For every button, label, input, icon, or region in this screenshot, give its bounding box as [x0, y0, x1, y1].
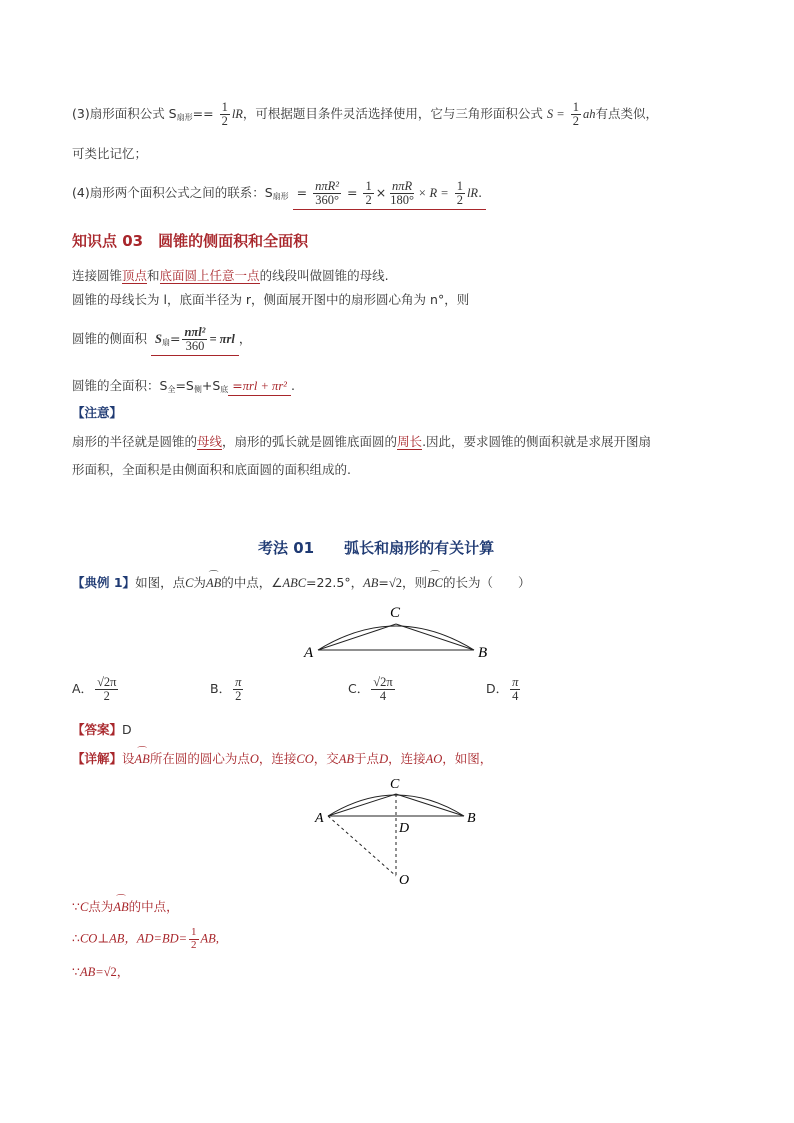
option-c[interactable]: C． $\frac{√2\pi}{4}$	[348, 675, 393, 704]
label-d-2: D	[399, 821, 410, 836]
kp03-line2: 圆锥的母线长为 l，底面半径为 r，侧面展开图中的扇形圆心角为 n°，则	[72, 292, 470, 307]
item4-formula: = $\frac{\text{nπR²}}{360^\circ}$ = $\frac{1}{2}$ × $\frac{\text{nπR}}{180^\circ}$ × R = $\frac{1}{2}$ lR.	[293, 180, 486, 210]
detail-line: 【详解】设⌒ AB所在圆的圆心为点O，连接CO，交AB于点D，连接AO，如图，	[72, 749, 492, 767]
segment-cb	[396, 624, 474, 650]
option-d[interactable]: D． $\frac{\pi}{4}$	[486, 675, 519, 704]
item3-line2: 可类比记忆；	[72, 146, 148, 161]
answer-line: 【答案】D	[72, 722, 132, 737]
label-a-2: A	[315, 811, 324, 826]
segment-ao-dashed	[328, 816, 396, 876]
fraction-half: $\frac{1}{2}$	[221, 100, 228, 129]
item3-line1: (3)扇形面积公式 $S_{扇形}==$ $\frac{1}{2}$ lR，可根据题目条件灵活选择使用，它与三角形面积公式 S = $\frac{1}{2}$ ah有点类似，	[72, 100, 658, 129]
label-c-2: C	[390, 777, 400, 792]
note-line1: 扇形的半径就是圆锥的母线，扇形的弧长就是圆锥底面圆的周长.因此，要求圆锥的侧面积就是求展开图扇	[72, 434, 652, 449]
label-o-2: O	[399, 873, 410, 888]
label-b-2: B	[467, 811, 476, 826]
label-c: C	[390, 605, 401, 621]
kp03-total: 圆锥的全面积：$S_全=S_侧+S_底 =\pi rl + \pi r^2$ .	[72, 378, 295, 394]
item4-line: (4)扇形两个面积公式之间的联系：$S_{扇形}$ = $\frac{\text{nπR²}}{360^\circ}$ = $\frac{1}{2}$ × $\frac{\text{nπR}}{180^\circ}$ × R = $\frac{1}{2}$ lR.	[72, 180, 486, 210]
step2: ∴CO⊥AB，AD=BD= $\frac{1}{2}$ AB,	[72, 926, 219, 951]
kp03-line1: 连接圆锥顶点和底面圆上任意一点的线段叫做圆锥的母线.	[72, 268, 389, 283]
figure-arc-center	[310, 772, 490, 890]
step1: ∵C点为⌒ AB的中点，	[72, 897, 179, 915]
option-a[interactable]: A． $\frac{√2\pi}{2}$	[72, 675, 117, 704]
segment-ac	[318, 624, 396, 650]
fraction-half-2: $\frac{1}{2}$	[572, 100, 579, 129]
option-b[interactable]: B． $\frac{\pi}{2}$	[210, 675, 242, 704]
label-b: B	[478, 645, 488, 661]
note-label: 【注意】	[72, 405, 123, 420]
lateral-formula: $S_扇=$ $\frac{\text{nπl²}}{360}$ = πrl	[151, 326, 239, 356]
kp03-lateral: 圆锥的侧面积 $S_扇=$ $\frac{\text{nπl²}}{360}$ = πrl ，	[72, 326, 251, 356]
label-a: A	[304, 645, 314, 661]
figure-arc-triangle	[300, 600, 500, 662]
segment-ac-2	[328, 794, 396, 816]
arc-ab	[318, 626, 474, 650]
kp03-title: 知识点 03 圆锥的侧面积和全面积	[72, 232, 309, 250]
segment-cb-2	[396, 794, 464, 816]
step3: ∵AB=√2，	[72, 964, 130, 979]
method01-title: 考法 01 弧长和扇形的有关计算	[258, 539, 495, 557]
example1-question: 【典例 1】如图，点C为⌒ AB的中点，∠ABC=22.5°，AB=√2，则⌒ BC的长为（ ）	[72, 573, 531, 591]
note-line2: 形面积，全面积是由侧面积和底面圆的面积组成的.	[72, 462, 351, 477]
